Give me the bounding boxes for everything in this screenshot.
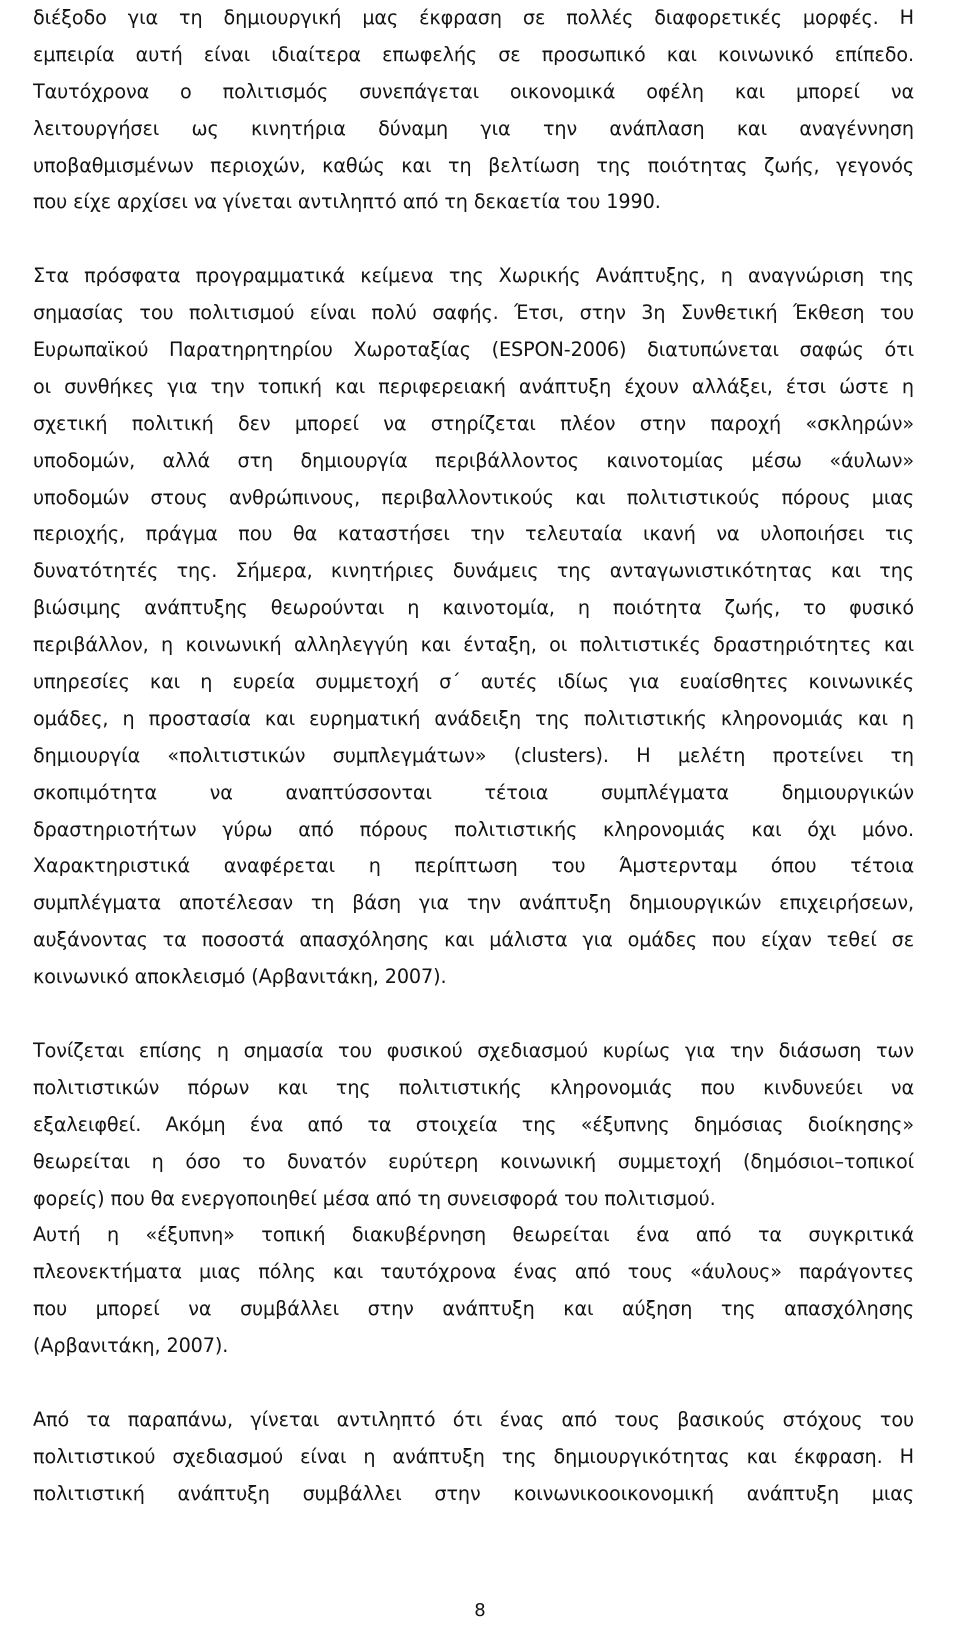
text-line: Τονίζεται επίσης η σημασία του φυσικού σχεδιασμού κυρίως για την διάσωση των (33, 1038, 914, 1062)
text-line: σχετική πολιτική δεν μπορεί να στηρίζεται πλέον στην παροχή «σκληρών» (33, 411, 914, 435)
text-line: Στα πρόσφατα προγραμματικά κείμενα της Χωρικής Ανάπτυξης, η αναγνώριση της (33, 264, 914, 288)
text-line: πολιτιστικών πόρων και της πολιτιστικής κληρονομιάς που κινδυνεύει να (33, 1075, 914, 1099)
text-line: συμπλέγματα αποτέλεσαν τη βάση για την ανάπτυξη δημιουργικών επιχειρήσεων, (33, 891, 914, 915)
text-line: Αυτή η «έξυπνη» τοπική διακυβέρνηση θεωρείται ένα από τα συγκριτικά (33, 1223, 914, 1247)
paragraph-gap (33, 996, 914, 1033)
text-line: βιώσιμης ανάπτυξης θεωρούνται η καινοτομία, η ποιότητα ζωής, το φυσικό (33, 596, 914, 620)
text-line: πολιτιστικού σχεδιασμού είναι η ανάπτυξη της δημιουργικότητας και έκφραση. Η (33, 1444, 914, 1468)
text-line: πολιτιστική ανάπτυξη συμβάλλει στην κοινωνικοοικονομική ανάπτυξη μιας (33, 1481, 914, 1505)
text-line: Ευρωπαϊκού Παρατηρητηρίου Χωροταξίας (ESPON-2006) διατυπώνεται σαφώς ότι (33, 338, 914, 362)
text-line: σημασίας του πολιτισμού είναι πολύ σαφής. Έτσι, στην 3η Συνθετική Έκθεση του (33, 301, 914, 325)
text-line: πλεονεκτήματα μιας πόλης και ταυτόχρονα ένας από τους «άυλους» παράγοντες (33, 1260, 914, 1284)
text-line: που είχε αρχίσει να γίνεται αντιληπτό από τη δεκαετία του 1990. (33, 190, 661, 214)
text-line: περιοχής, πράγμα που θα καταστήσει την τελευταία ικανή να υλοποιήσει τις (33, 522, 914, 546)
text-line: Ταυτόχρονα ο πολιτισμός συνεπάγεται οικονομικά οφέλη και μπορεί να (33, 79, 914, 103)
text-line: δυνατότητές της. Σήμερα, κινητήριες δυνάμεις της ανταγωνιστικότητας και της (33, 559, 914, 583)
paragraph-gap (33, 221, 914, 258)
text-line: που μπορεί να συμβάλλει στην ανάπτυξη και αύξηση της απασχόλησης (33, 1297, 914, 1321)
text-line: αυξάνοντας τα ποσοστά απασχόλησης και μάλιστα για ομάδες που είχαν τεθεί σε (33, 928, 914, 952)
text-line: (Αρβανιτάκη, 2007). (33, 1334, 229, 1358)
paragraph-gap (33, 1365, 914, 1402)
text-line: δημιουργία «πολιτιστικών συμπλεγμάτων» (clusters). Η μελέτη προτείνει τη (33, 743, 914, 767)
text-line: λειτουργήσει ως κινητήρια δύναμη για την ανάπλαση και αναγέννηση (33, 116, 914, 140)
text-line: σκοπιμότητα να αναπτύσσονται τέτοια συμπλέγματα δημιουργικών (33, 780, 914, 804)
text-line: ομάδες, η προστασία και ευρηματική ανάδειξη της πολιτιστικής κληρονομιάς και η (33, 706, 914, 730)
text-line: περιβάλλον, η κοινωνική αλληλεγγύη και ένταξη, οι πολιτιστικές δραστηριότητες και (33, 633, 914, 657)
body-text (33, 0, 914, 1513)
text-line: υποβαθμισμένων περιοχών, καθώς και τη βελτίωση της ποιότητας ζωής, γεγονός (33, 153, 914, 177)
text-line: διέξοδο για τη δημιουργική μας έκφραση σε πολλές διαφορετικές μορφές. Η (33, 6, 914, 29)
text-line: υποδομών στους ανθρώπινους, περιβαλλοντικούς και πολιτιστικούς πόρους μιας (33, 485, 914, 509)
page-number: 8 (474, 1600, 486, 1621)
text-line: δραστηριοτήτων γύρω από πόρους πολιτιστικής κληρονομιάς και όχι μόνο. (33, 817, 914, 841)
text-line: Από τα παραπάνω, γίνεται αντιληπτό ότι ένας από τους βασικούς στόχους του (33, 1407, 914, 1431)
text-line: υπηρεσίες και η ευρεία συμμετοχή σ΄ αυτές ιδίως για ευαίσθητες κοινωνικές (33, 670, 914, 694)
text-line: κοινωνικό αποκλεισμό (Αρβανιτάκη, 2007). (33, 965, 447, 989)
text-line: υποδομών, αλλά στη δημιουργία περιβάλλοντος καινοτομίας μέσω «άυλων» (33, 448, 914, 472)
text-line: οι συνθήκες για την τοπική και περιφερειακή ανάπτυξη έχουν αλλάξει, έτσι ώστε η (33, 374, 914, 398)
text-line: φορείς) που θα ενεργοποιηθεί μέσα από τη συνεισφορά του πολιτισμού. (33, 1186, 716, 1210)
text-line: Χαρακτηριστικά αναφέρεται η περίπτωση του Άμστερνταμ όπου τέτοια (33, 854, 914, 878)
text-line: εμπειρία αυτή είναι ιδιαίτερα επωφελής σε προσωπικό και κοινωνικό επίπεδο. (33, 42, 914, 66)
text-line: θεωρείται η όσο το δυνατόν ευρύτερη κοινωνική συμμετοχή (δημόσιοι–τοπικοί (33, 1149, 914, 1173)
text-line: εξαλειφθεί. Ακόμη ένα από τα στοιχεία της «έξυπνης δημόσιας διοίκησης» (33, 1112, 914, 1136)
